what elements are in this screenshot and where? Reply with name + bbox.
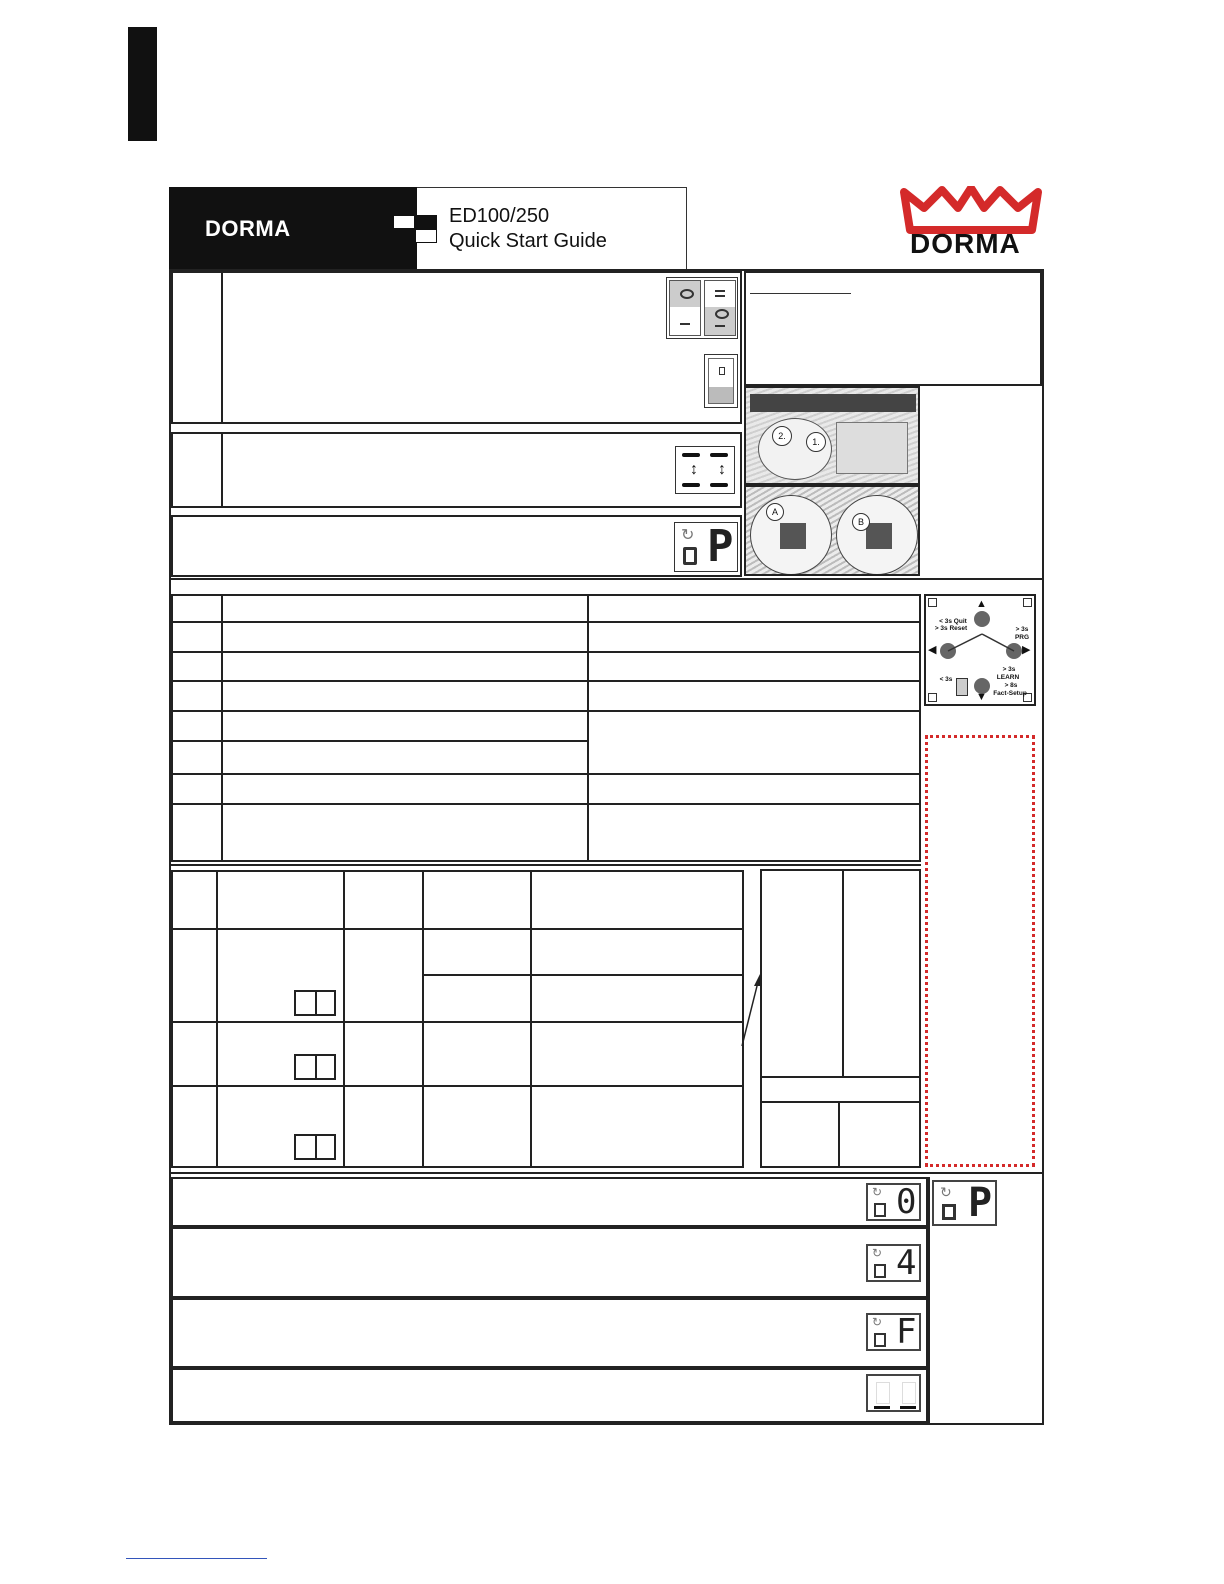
- installation-photo-1: [744, 386, 920, 485]
- up-down-arrow-icon: ↕: [690, 461, 698, 478]
- display-step-0: [866, 1183, 921, 1221]
- step-row-4: [171, 1368, 928, 1423]
- rotate-arrow-icon: ↻: [872, 1185, 883, 1199]
- rotate-arrow-icon: ↻: [872, 1315, 883, 1329]
- step-row-1: [171, 1177, 928, 1227]
- down-arrow-icon: ▼: [976, 691, 987, 703]
- rocker-switch-icon: [704, 354, 738, 408]
- header-title-box: [417, 187, 687, 269]
- callout-a: A: [766, 503, 784, 521]
- display-op-side-char: P: [968, 1180, 993, 1226]
- value-box: [294, 1054, 336, 1080]
- section-power: [171, 271, 742, 424]
- reset-label: > 3s Reset: [934, 625, 968, 632]
- installation-photo-2: [744, 485, 920, 576]
- quit-label: < 3s Quit: [939, 618, 967, 625]
- step-row-3: [171, 1298, 928, 1368]
- side-table: [760, 869, 921, 1168]
- header-brand-block: [169, 187, 417, 269]
- right-arrow-icon: ▶: [1022, 644, 1031, 656]
- section-display-check: [171, 432, 742, 508]
- callout-b: B: [852, 513, 870, 531]
- up-down-arrow-icon: ↕: [718, 461, 726, 478]
- prg-time-label: > 3s: [1015, 626, 1029, 633]
- fact-time-label: > 8s: [1004, 682, 1018, 689]
- door-time-label: < 3s: [939, 676, 953, 683]
- learn-time-label: > 3s: [1002, 666, 1016, 673]
- step-row-2: [171, 1227, 928, 1298]
- display-step-4: [866, 1244, 921, 1282]
- display-step-blank: [866, 1374, 921, 1412]
- display-step-4-char: 4: [896, 1243, 917, 1283]
- info-panel: [744, 271, 1042, 386]
- learn-label: LEARN: [996, 674, 1020, 681]
- display-step-f: [866, 1313, 921, 1351]
- op-display: [674, 522, 738, 572]
- product-title: ED100/250: [449, 205, 550, 227]
- fact-label: Fact-Setup: [993, 690, 1027, 697]
- up-arrow-icon: ▲: [976, 598, 987, 610]
- display-step-f-char: F: [896, 1312, 917, 1352]
- switch-pair-icon: [666, 277, 738, 339]
- section-op-mode: [171, 515, 742, 577]
- dorma-logo: [898, 186, 1044, 262]
- callout-2: 2.: [772, 426, 792, 446]
- parameter-table: [171, 594, 921, 862]
- value-box: [294, 990, 336, 1016]
- display-op-side: [932, 1180, 997, 1226]
- rotate-arrow-icon: ↻: [872, 1246, 883, 1260]
- door-icon: [956, 678, 968, 696]
- callout-1: 1.: [806, 432, 826, 452]
- display-arrows-icon: [675, 446, 735, 494]
- keypad-diagram: [924, 594, 1036, 706]
- value-box: [294, 1134, 336, 1160]
- header-brand-text: DORMA: [205, 216, 291, 241]
- footer-rule: [126, 1558, 267, 1559]
- logo-text: DORMA: [910, 228, 1021, 259]
- display-step-0-char: 0: [896, 1182, 917, 1222]
- section-tab: [128, 27, 157, 141]
- left-arrow-icon: ◀: [928, 644, 937, 656]
- note-box: [925, 735, 1035, 1167]
- rotate-arrow-icon: ↻: [681, 527, 695, 544]
- op-display-char: P: [707, 521, 734, 572]
- prg-label: PRG: [1014, 634, 1030, 641]
- guide-title: Quick Start Guide: [449, 230, 607, 252]
- settings-table: [171, 870, 744, 1168]
- rotate-arrow-icon: ↻: [940, 1184, 952, 1200]
